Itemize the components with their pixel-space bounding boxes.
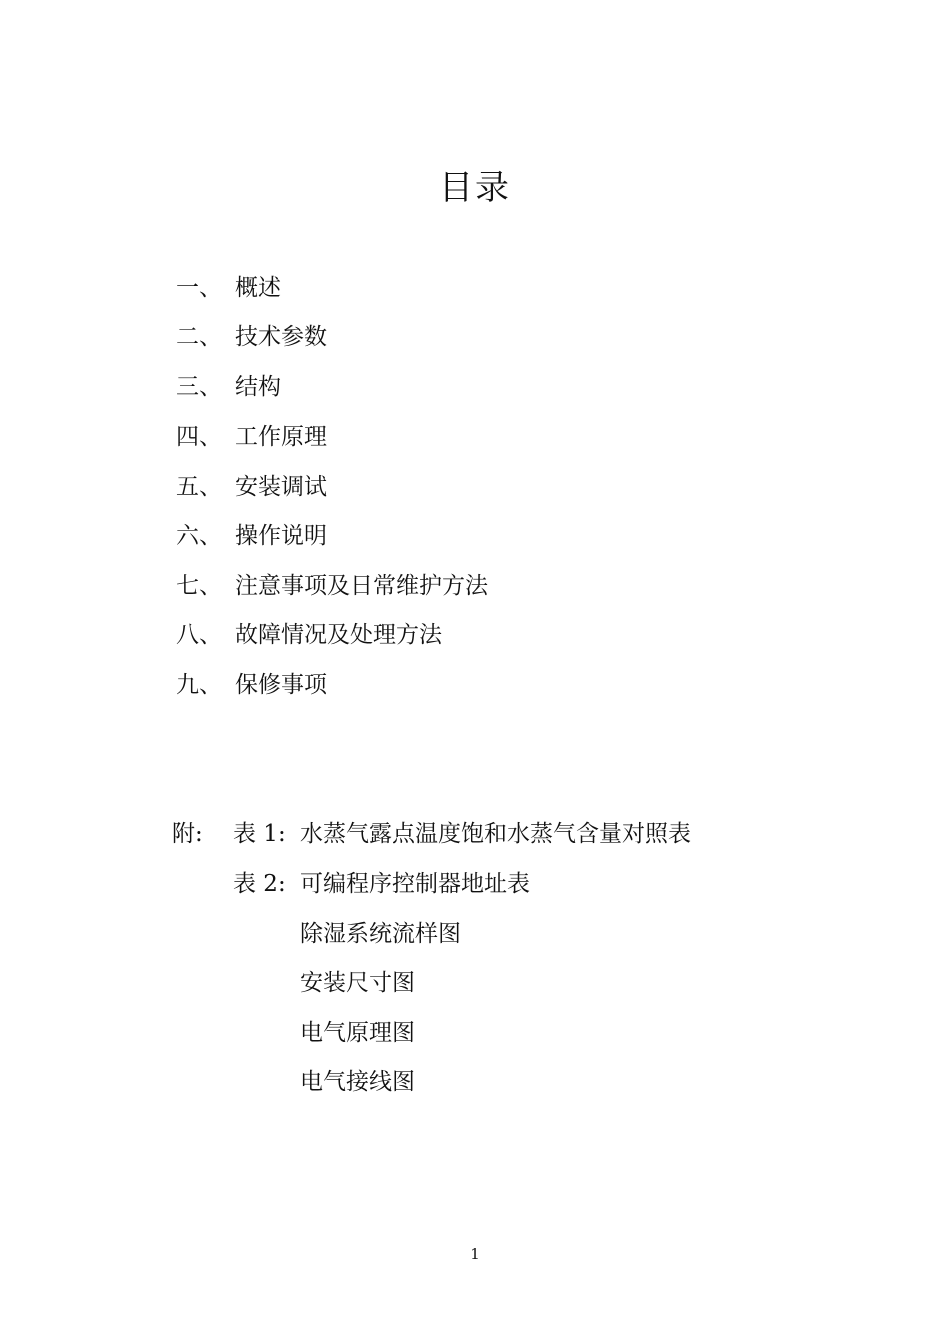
toc-item-label: 注意事项及日常维护方法 xyxy=(235,573,488,599)
toc-item-label: 安装调试 xyxy=(235,474,327,500)
toc-item-label: 故障情况及处理方法 xyxy=(235,622,442,648)
toc-item-label: 操作说明 xyxy=(235,523,327,549)
page-title: 目录 xyxy=(439,168,511,208)
appendix-item-label: 电气接线图 xyxy=(300,1069,415,1095)
toc-item-number: 二、 xyxy=(176,324,222,350)
toc-item-number: 三、 xyxy=(176,374,222,400)
appendix-marker: 附: xyxy=(172,821,203,847)
toc-item-label: 技术参数 xyxy=(235,324,327,350)
appendix-item-prefix: 表 2: xyxy=(233,871,286,897)
appendix-item-label: 安装尺寸图 xyxy=(300,970,415,996)
toc-item-label: 工作原理 xyxy=(235,424,327,450)
appendix-item-label: 电气原理图 xyxy=(300,1020,415,1046)
toc-item-number: 五、 xyxy=(176,474,222,500)
toc-item-label: 结构 xyxy=(235,374,281,400)
toc-item-label: 保修事项 xyxy=(235,672,327,698)
appendix-item-label: 除湿系统流样图 xyxy=(300,921,461,947)
appendix-item-label: 水蒸气露点温度饱和水蒸气含量对照表 xyxy=(300,821,691,847)
toc-item-number: 七、 xyxy=(176,573,222,599)
toc-item-number: 八、 xyxy=(176,622,222,648)
toc-item-number: 九、 xyxy=(176,672,222,698)
page-number: 1 xyxy=(470,1245,480,1263)
appendix-item-label: 可编程序控制器地址表 xyxy=(300,871,530,897)
appendix-item-prefix: 表 1: xyxy=(233,821,286,847)
toc-item-number: 六、 xyxy=(176,523,222,549)
toc-item-number: 一、 xyxy=(176,275,222,301)
toc-item-number: 四、 xyxy=(176,424,222,450)
toc-item-label: 概述 xyxy=(235,275,281,301)
